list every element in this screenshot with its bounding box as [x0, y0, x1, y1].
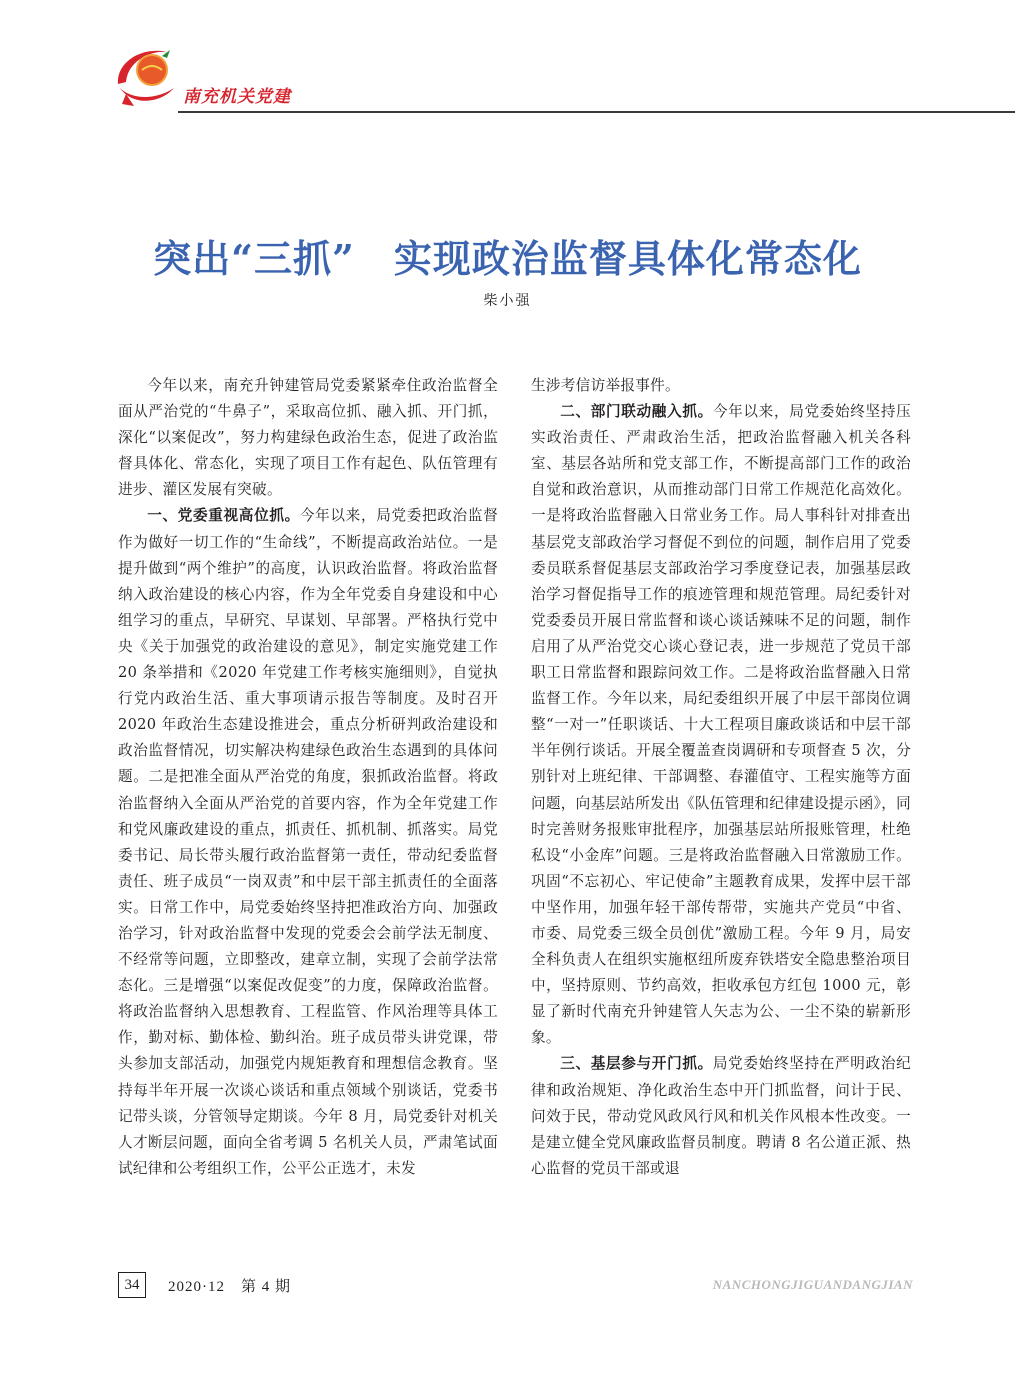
- paragraph-text: 局党委始终坚持在严明政治纪律和政治规矩、净化政治生态中开门抓监督，问计于民、问效于民，带动党风政风行风和机关作风根本性改变。一是建立健全党风廉政监督员制度。聘请 8 名公道正派、热心监督的党员干部或退: [531, 1055, 911, 1177]
- paragraph-text: 今年以来，局党委始终坚持压实政治责任、严肃政治生活，把政治监督融入机关各科室、基层各站所和党支部工作，不断提高部门工作的政治自觉和政治意识，从而推动部门日常工作规范化高效化。一是将政治监督融入日常业务工作。局人事科针对排查出基层党支部政治学习督促不到位的问题，制作启用了党委委员联系督促基层支部政治学习季度登记表，加强基层政治学习督促指导工作的痕迹管理和规范管理。局纪委针对党委委员开展日常监督和谈心谈话辣味不足的问题，制作启用了从严治党交心谈心登记表，进一步规范了党员干部职工日常监督和跟踪问效工作。二是将政治监督融入日常监督工作。今年以来，局纪委组织开展了中层干部岗位调整“一对一”任职谈话、十大工程项目廉政谈话和中层干部半年例行谈话。开展全覆盖查岗调研和专项督查 5 次，分别针对上班纪律、干部调整、春灌值守、工程实施等方面问题，向基层站所发出《队伍管理和纪律建设提示函》，同时完善财务报账审批程序，加强基层站所报账管理，杜绝私设“小金库”问题。三是将政治监督融入日常激励工作。巩固“不忘初心、牢记使命”主题教育成果，发挥中层干部中坚作用，加强年轻干部传帮带，实施共产党员“中省、市委、局党委三级全员创优”激励工程。今年 9 月，局安全科负责人在组织实施枢纽所废弃铁塔安全隐患整治项目中，坚持原则、节约高效，拒收承包方红包 1000 元，彰显了新时代南充升钟建管人矢志为公、一尘不染的崭新形象。: [531, 403, 911, 1047]
- article-title: 突出“三抓” 实现政治监督具体化常态化: [153, 236, 862, 281]
- paragraph-heading: 三、基层参与开门抓。: [560, 1055, 713, 1073]
- left-column: [118, 373, 498, 1182]
- magazine-title: 南充机关党建: [183, 87, 291, 107]
- paragraph: [531, 399, 911, 1051]
- paragraph: [118, 503, 498, 1181]
- article-author: 柴小强: [483, 293, 532, 309]
- paragraph: [118, 373, 498, 503]
- paragraph-text: 今年以来，局党委把政治监督作为做好一切工作的“生命线”，不断提高政治站位。一是提升做到“两个维护”的高度，认识政治监督。将政治监督纳入政治建设的核心内容，作为全年党委自身建设和中心组学习的重点，早研究、早谋划、早部署。严格执行党中央《关于加强党的政治建设的意见》，制定实施党建工作 20 条举措和《2020 年党建工作考核实施细则》，自觉执行党内政治生活、重大事项请示报告等制度。及时召开 2020 年政治生态建设推进会，重点分析研判政治建设和政治监督情况，切实解决构建绿色政治生态遇到的具体问题。二是把准全面从严治党的角度，狠抓政治监督。将政治监督纳入全面从严治党的首要内容，作为全年党建工作和党风廉政建设的重点，抓责任、抓机制、抓落实。局党委书记、局长带头履行政治监督第一责任，带动纪委监督责任、班子成员“一岗双责”和中层干部主抓责任的全面落实。日常工作中，局党委始终坚持把准政治方向、加强政治学习，针对政治监督中发现的党委会会前学法无制度、不经常等问题，立即整改，建章立制，实现了会前学法常态化。三是增强“以案促改促变”的力度，保障政治监督。将政治监督纳入思想教育、工程监管、作风治理等具体工作，勤对标、勤体检、勤纠治。班子成员带头讲党课，带头参加支部活动，加强党内规矩教育和理想信念教育。坚持每半年开展一次谈心谈话和重点领域个别谈话，党委书记带头谈，分管领导定期谈。今年 8 月，局党委针对机关人才断层问题，面向全省考调 5 名机关人员，严肃笔试面试纪律和公考组织工作，公平公正选才，未发: [118, 507, 498, 1177]
- right-column: [531, 373, 911, 1182]
- paragraph-text: 今年以来，南充升钟建管局党委紧紧牵住政治监督全面从严治党的“牛鼻子”，采取高位抓、融入抓、开门抓，深化“以案促改”，努力构建绿色政治生态，促进了政治监督具体化、常态化，实现了项目工作有起色、队伍管理有进步、灌区发展有突破。: [118, 377, 498, 499]
- magazine-logo: [112, 44, 192, 114]
- paragraph-heading: 一、党委重视高位抓。: [147, 507, 300, 525]
- publication-name: NANCHONGJIGUANDANGJIAN: [712, 1277, 913, 1292]
- paragraph-text: 生涉考信访举报事件。: [531, 377, 680, 394]
- issue-info: 2020·12 第 4 期: [168, 1279, 291, 1295]
- header-divider: [178, 111, 1015, 113]
- paragraph: [531, 373, 911, 399]
- paragraph-heading: 二、部门联动融入抓。: [560, 403, 713, 421]
- page-number: 34: [118, 1272, 146, 1298]
- paragraph: [531, 1051, 911, 1181]
